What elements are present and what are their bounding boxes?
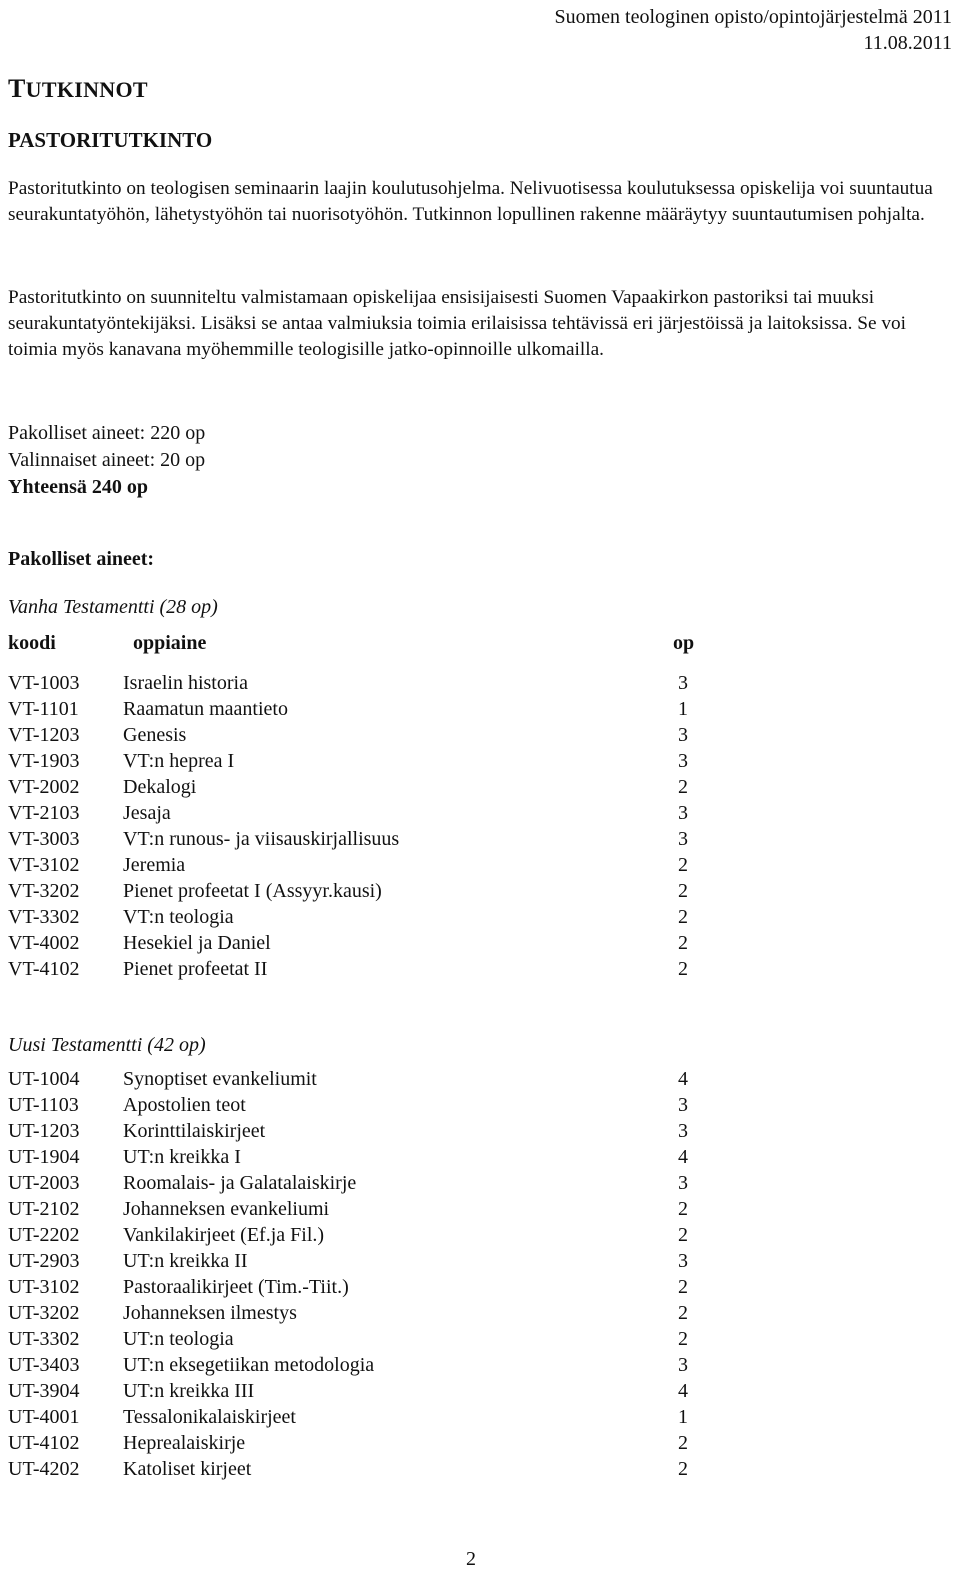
page-title-rest: UTKINNOT: [25, 77, 148, 102]
course-row: [8, 1144, 708, 1170]
course-row: [8, 1248, 708, 1274]
course-code: UT-1103: [8, 1094, 79, 1116]
course-name: Synoptiset evankeliumit: [123, 1068, 317, 1090]
course-credits: 1: [678, 1406, 688, 1428]
course-credits: 3: [678, 802, 688, 824]
course-code: VT-1203: [8, 724, 80, 746]
course-name: Katoliset kirjeet: [123, 1458, 252, 1480]
course-credits: 2: [678, 1224, 688, 1246]
course-code: VT-2002: [8, 776, 80, 798]
course-row: [8, 852, 708, 878]
column-headers: [8, 632, 708, 660]
course-credits: 2: [678, 1276, 688, 1298]
course-row: [8, 1222, 708, 1248]
header-org: Suomen teologinen opisto/opintojärjestelmä 2011: [554, 6, 952, 28]
course-code: VT-3302: [8, 906, 80, 928]
course-code: UT-4102: [8, 1432, 80, 1454]
column-header-subject: oppiaine: [133, 632, 207, 654]
course-name: VT:n teologia: [123, 906, 234, 928]
course-row: [8, 1456, 708, 1482]
group-title-ut: Uusi Testamentti (42 op): [8, 1034, 206, 1056]
course-row: [8, 1066, 708, 1092]
course-credits: 3: [678, 1094, 688, 1116]
course-name: Korinttilaiskirjeet: [123, 1120, 266, 1142]
course-row: [8, 1326, 708, 1352]
course-row: [8, 1378, 708, 1404]
header-date: 11.08.2011: [863, 32, 952, 54]
course-list-vt: [8, 670, 708, 982]
course-credits: 4: [678, 1380, 688, 1402]
course-credits: 1: [678, 698, 688, 720]
course-row: [8, 1092, 708, 1118]
total-credits: Yhteensä 240 op: [8, 476, 149, 498]
course-row: [8, 1300, 708, 1326]
course-row: [8, 1118, 708, 1144]
course-credits: 3: [678, 724, 688, 746]
course-code: UT-2903: [8, 1250, 80, 1272]
course-credits: 2: [678, 932, 688, 954]
course-name: Tessalonikalaiskirjeet: [123, 1406, 296, 1428]
course-name: Vankilakirjeet (Ef.ja Fil.): [123, 1224, 325, 1246]
page-number: 2: [466, 1548, 476, 1570]
course-credits: 2: [678, 1458, 688, 1480]
purpose-paragraph: Pastoritutkinto on suunniteltu valmistamaan opiskelijaa ensisijaisesti Suomen Vapaakirkon pastoriksi tai muuksi seurakuntatyöntekijäksi. Lisäksi se antaa valmiuksia toimia erilaisissa tehtävissä eri järjestöissä ja laitoksissa. Se voi toimia myös kanavana myöhemmille teologisille jatko-opinnoille ulkomailla.: [8, 287, 906, 360]
course-row: [8, 748, 708, 774]
course-code: UT-1004: [8, 1068, 80, 1090]
column-header-credits: op: [673, 632, 695, 654]
course-code: VT-3202: [8, 880, 80, 902]
course-list-ut: [8, 1066, 708, 1482]
course-row: [8, 826, 708, 852]
course-name: UT:n kreikka III: [123, 1380, 255, 1402]
course-name: Johanneksen evankeliumi: [123, 1198, 330, 1220]
course-credits: 3: [678, 1120, 688, 1142]
group-title-vt: Vanha Testamentti (28 op): [8, 596, 218, 618]
degree-title: PASTORITUTKINTO: [8, 128, 213, 152]
course-credits: 2: [678, 880, 688, 902]
course-row: [8, 1352, 708, 1378]
course-credits: 2: [678, 958, 688, 980]
course-name: Raamatun maantieto: [123, 698, 288, 720]
course-credits: 3: [678, 1354, 688, 1376]
course-credits: 2: [678, 776, 688, 798]
course-code: UT-3403: [8, 1354, 80, 1376]
course-name: Pienet profeetat II: [123, 958, 268, 980]
course-code: UT-2202: [8, 1224, 80, 1246]
course-code: UT-4001: [8, 1406, 80, 1428]
course-row: [8, 956, 708, 982]
course-name: Pienet profeetat I (Assyyr.kausi): [123, 880, 382, 902]
course-name: Heprealaiskirje: [123, 1432, 246, 1454]
course-credits: 2: [678, 854, 688, 876]
course-name: Israelin historia: [123, 672, 248, 694]
course-code: UT-1203: [8, 1120, 80, 1142]
course-row: [8, 800, 708, 826]
course-name: Roomalais- ja Galatalaiskirje: [123, 1172, 357, 1194]
course-credits: 2: [678, 906, 688, 928]
course-code: VT-1003: [8, 672, 80, 694]
page-header: [554, 4, 952, 56]
course-code: VT-2103: [8, 802, 80, 824]
page-title: [8, 74, 148, 104]
course-credits: 3: [678, 1250, 688, 1272]
course-row: [8, 722, 708, 748]
course-row: [8, 774, 708, 800]
page-title-initial: T: [8, 74, 26, 103]
course-name: Jesaja: [123, 802, 171, 824]
course-credits: 3: [678, 672, 688, 694]
course-name: VT:n heprea I: [123, 750, 235, 772]
course-row: [8, 930, 708, 956]
course-credits: 2: [678, 1198, 688, 1220]
course-code: UT-3302: [8, 1328, 80, 1350]
mandatory-subjects-heading: Pakolliset aineet:: [8, 548, 155, 570]
course-name: Apostolien teot: [123, 1094, 246, 1116]
course-credits: 2: [678, 1328, 688, 1350]
course-name: Genesis: [123, 724, 187, 746]
course-credits: 4: [678, 1146, 688, 1168]
column-header-code: koodi: [8, 632, 56, 654]
course-code: VT-3003: [8, 828, 80, 850]
course-credits: 2: [678, 1302, 688, 1324]
course-name: Jeremia: [123, 854, 186, 876]
course-code: UT-4202: [8, 1458, 80, 1480]
course-code: UT-3202: [8, 1302, 80, 1324]
course-code: VT-4102: [8, 958, 80, 980]
course-credits: 3: [678, 828, 688, 850]
course-code: VT-3102: [8, 854, 80, 876]
course-code: UT-1904: [8, 1146, 80, 1168]
course-row: [8, 1274, 708, 1300]
course-row: [8, 696, 708, 722]
course-code: UT-2003: [8, 1172, 80, 1194]
course-code: VT-1903: [8, 750, 80, 772]
course-code: VT-1101: [8, 698, 79, 720]
course-credits: 3: [678, 1172, 688, 1194]
course-name: VT:n runous- ja viisauskirjallisuus: [123, 828, 400, 850]
course-name: UT:n teologia: [123, 1328, 234, 1350]
course-code: VT-4002: [8, 932, 80, 954]
course-name: Johanneksen ilmestys: [123, 1302, 297, 1324]
intro-paragraph: Pastoritutkinto on teologisen seminaarin laajin koulutusohjelma. Nelivuotisessa koulutuksessa opiskelija voi suuntautua seurakuntatyöhön, lähetystyöhön tai nuorisotyöhön. Tutkinnon lopullinen rakenne määräytyy suuntautumisen pohjalta.: [8, 178, 933, 225]
course-name: UT:n eksegetiikan metodologia: [123, 1354, 375, 1376]
course-row: [8, 1404, 708, 1430]
credit-totals: [8, 420, 205, 501]
course-row: [8, 878, 708, 904]
course-row: [8, 1170, 708, 1196]
course-name: UT:n kreikka II: [123, 1250, 248, 1272]
course-name: Hesekiel ja Daniel: [123, 932, 271, 954]
course-row: [8, 904, 708, 930]
course-credits: 2: [678, 1432, 688, 1454]
course-name: UT:n kreikka I: [123, 1146, 241, 1168]
course-row: [8, 1196, 708, 1222]
course-code: UT-3904: [8, 1380, 80, 1402]
course-code: UT-3102: [8, 1276, 80, 1298]
course-credits: 4: [678, 1068, 688, 1090]
course-name: Pastoraalikirjeet (Tim.-Tiit.): [123, 1276, 349, 1298]
mandatory-credits: Pakolliset aineet: 220 op: [8, 422, 206, 444]
course-row: [8, 1430, 708, 1456]
optional-credits: Valinnaiset aineet: 20 op: [8, 449, 206, 471]
course-code: UT-2102: [8, 1198, 80, 1220]
course-name: Dekalogi: [123, 776, 197, 798]
course-credits: 3: [678, 750, 688, 772]
course-row: [8, 670, 708, 696]
